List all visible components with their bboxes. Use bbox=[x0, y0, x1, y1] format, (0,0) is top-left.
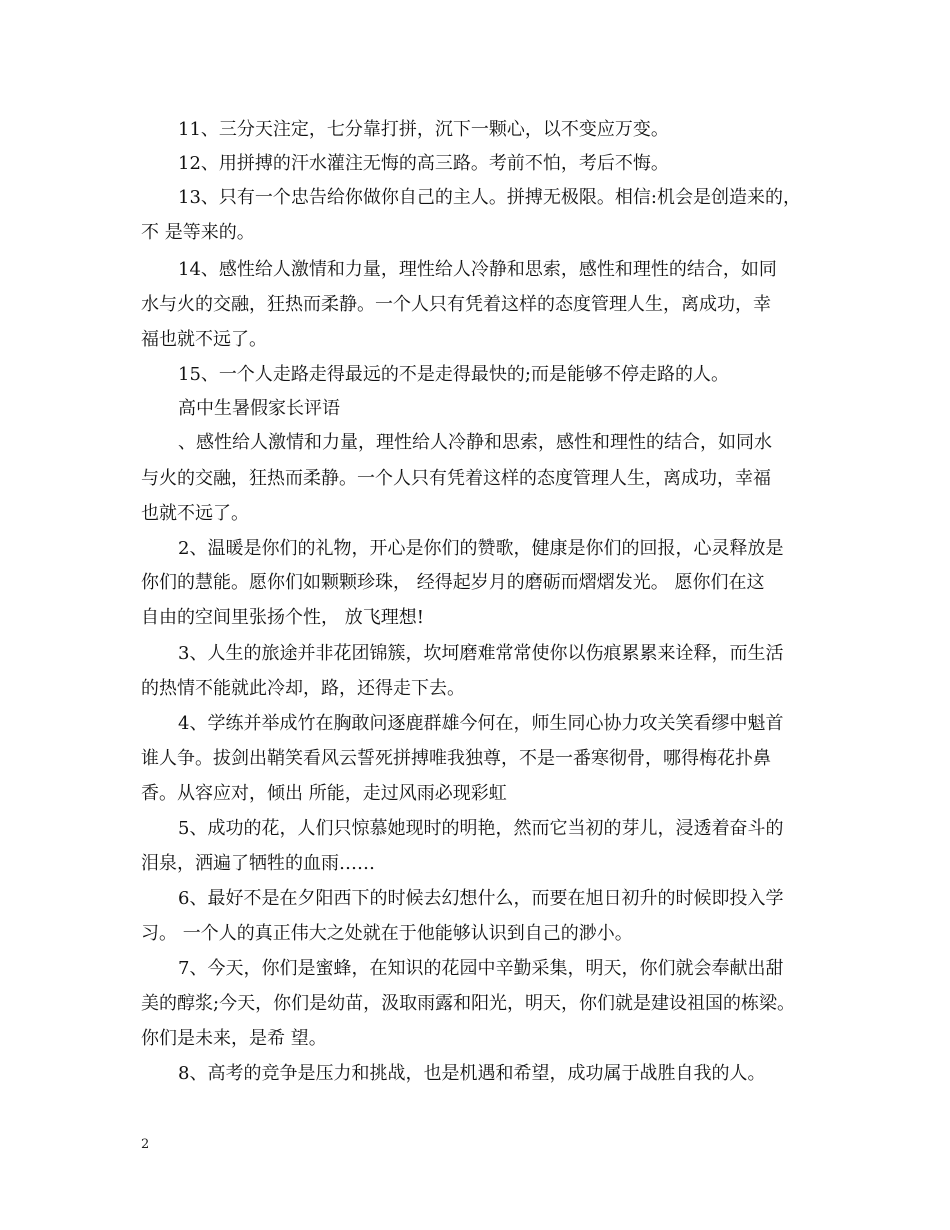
text-line: 2、温暖是你们的礼物，开心是你们的赞歌，健康是你们的回报，心灵释放是 bbox=[178, 538, 784, 559]
text-line: 福也就不远了。 bbox=[141, 329, 267, 350]
text-line: 习。 一个人的真正伟大之处就在于他能够认识到自己的渺小。 bbox=[141, 923, 633, 944]
text-line: 也就不远了。 bbox=[141, 503, 249, 524]
text-line: 4、学练并举成竹在胸敢问逐鹿群雄今何在，师生同心协力攻关笑看缪中魁首 bbox=[178, 713, 784, 734]
text-line: 自由的空间里张扬个性， 放飞理想! bbox=[141, 607, 424, 628]
text-line: 5、成功的花，人们只惊慕她现时的明艳，然而它当初的芽儿，浸透着奋斗的 bbox=[178, 818, 784, 839]
text-line: 与火的交融，狂热而柔静。一个人只有凭着这样的态度管理人生，离成功，幸福 bbox=[141, 468, 771, 489]
text-line: 水与火的交融，狂热而柔静。一个人只有凭着这样的态度管理人生，离成功，幸 bbox=[141, 294, 771, 315]
text-line: 11、三分天注定，七分靠打拼，沉下一颗心，以不变应万变。 bbox=[178, 119, 669, 140]
text-line: 15、一个人走路走得最远的不是走得最快的;而是能够不停走路的人。 bbox=[178, 364, 729, 385]
text-line: 你们的慧能。愿你们如颗颗珍珠， 经得起岁月的磨砺而熠熠发光。 愿你们在这 bbox=[141, 572, 765, 593]
page-number: 2 bbox=[141, 1137, 150, 1152]
text-line: 3、人生的旅途并非花团锦簇，坎坷磨难常常使你以伤痕累累来诠释，而生活 bbox=[178, 643, 784, 664]
text-line: 7、今天，你们是蜜蜂，在知识的花园中辛勤采集，明天，你们就会奉献出甜 bbox=[178, 958, 784, 979]
text-line: 泪泉，洒遍了牺牲的血雨…… bbox=[141, 853, 375, 874]
text-line: 14、感性给人激情和力量，理性给人冷静和思索，感性和理性的结合，如同 bbox=[178, 259, 777, 280]
text-line: 12、用拼搏的汗水灌注无悔的高三路。考前不怕，考后不悔。 bbox=[178, 153, 669, 174]
section-heading: 高中生暑假家长评语 bbox=[178, 398, 340, 419]
text-line: 谁人争。拔剑出鞘笑看风云誓死拼搏唯我独尊，不是一番寒彻骨，哪得梅花扑鼻 bbox=[141, 748, 771, 769]
text-line: 13、只有一个忠告给你做你自己的主人。拼搏无极限。相信:机会是创造来的， bbox=[178, 187, 801, 208]
text-line: 美的醇浆;今天，你们是幼苗，汲取雨露和阳光，明天，你们就是建设祖国的栋梁。 bbox=[141, 993, 796, 1014]
text-line: 香。从容应对，倾出 所能，走过风雨必现彩虹 bbox=[141, 783, 507, 804]
text-line: 不 是等来的。 bbox=[141, 222, 255, 243]
text-line: 6、最好不是在夕阳西下的时候去幻想什么，而要在旭日初升的时候即投入学 bbox=[178, 888, 784, 909]
text-line: 你们是未来，是希 望。 bbox=[141, 1028, 327, 1049]
text-line: 8、高考的竞争是压力和挑战，也是机遇和希望，成功属于战胜自我的人。 bbox=[178, 1063, 766, 1084]
text-line: 、感性给人激情和力量，理性给人冷静和思索，感性和理性的结合，如同水 bbox=[178, 432, 772, 453]
text-line: 的热情不能就此冷却，路，还得走下去。 bbox=[141, 678, 465, 699]
